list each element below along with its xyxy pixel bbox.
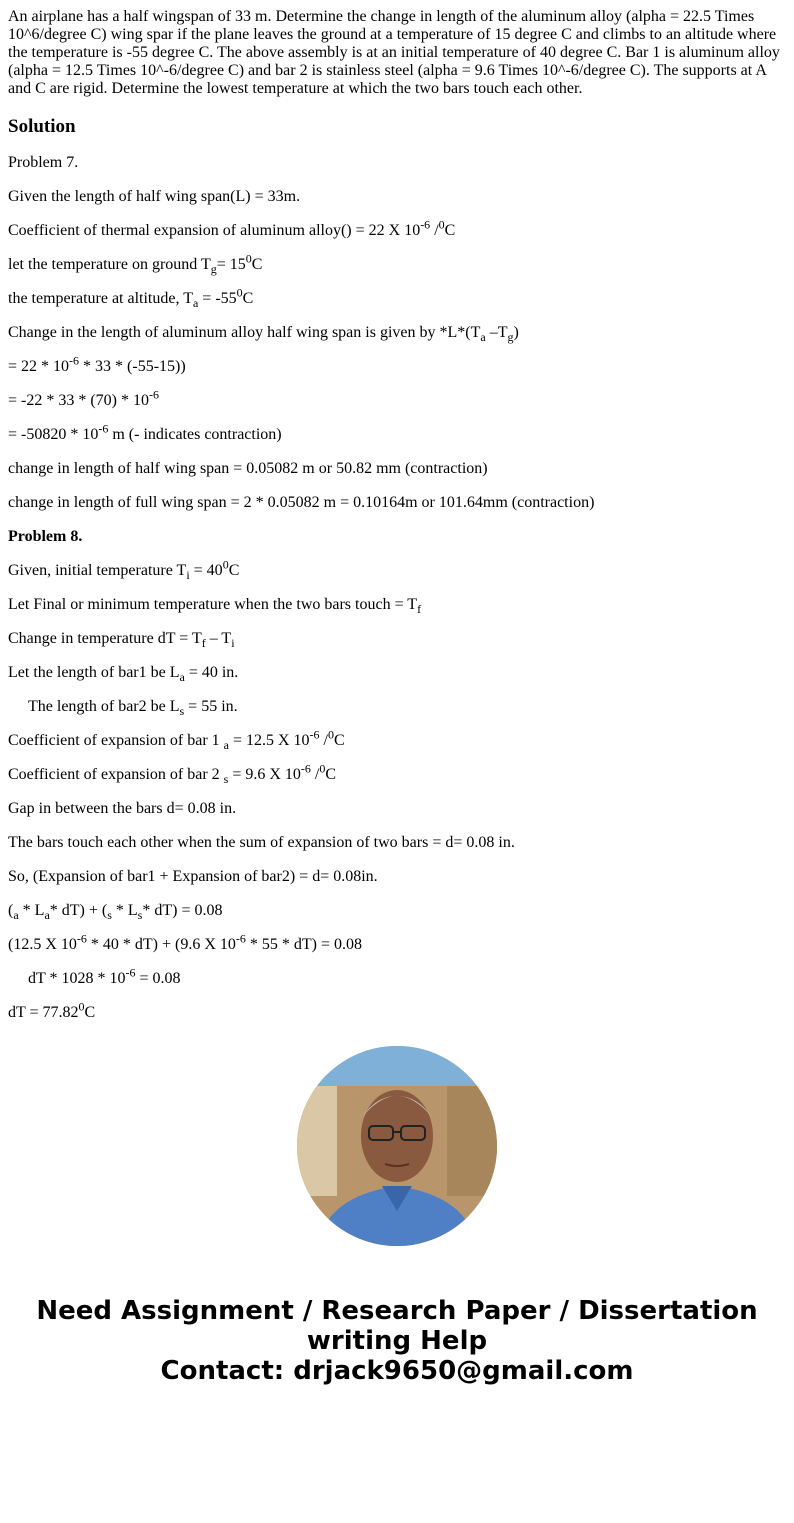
text-segment: C — [242, 290, 254, 307]
superscript: 0 — [328, 727, 334, 742]
text-segment: m (- indicates contraction) — [108, 426, 282, 443]
text-segment: ) — [513, 324, 519, 341]
subscript: g — [210, 262, 217, 277]
superscript: 0 — [236, 285, 243, 300]
solution-line — [8, 251, 786, 277]
solution-line — [8, 834, 786, 852]
superscript: -6 — [76, 931, 87, 946]
text-segment: Coefficient of expansion of bar 2 — [8, 766, 224, 783]
text-segment: = -50820 * 10 — [8, 426, 99, 443]
subscript: a — [13, 908, 19, 923]
text-segment: * L — [111, 902, 138, 919]
superscript: 0 — [78, 999, 85, 1014]
subscript: a — [192, 296, 199, 311]
solution-body — [8, 154, 786, 1022]
text-segment: = 9.6 X 10 — [228, 766, 301, 783]
text-segment: * dT) = 0.08 — [142, 902, 223, 919]
superscript: 0 — [245, 251, 252, 266]
text-segment: * 40 * dT) + (9.6 X 10 — [86, 936, 236, 953]
text-segment: = 0.08 — [135, 970, 181, 987]
text-segment: Change in temperature dT = T — [8, 630, 202, 647]
solution-line — [8, 596, 786, 617]
text-segment: * dT) + ( — [49, 902, 108, 919]
text-segment: / — [310, 766, 320, 783]
solution-line — [8, 324, 786, 345]
text-segment: = -55 — [198, 290, 237, 307]
subscript: a — [44, 908, 50, 923]
text-segment: C — [444, 222, 456, 239]
text-segment: C — [334, 732, 345, 749]
text-segment: = 55 in. — [184, 698, 238, 715]
contact-footer — [8, 1296, 786, 1386]
footer-contact-text: Contact: drjack9650@gmail.com — [160, 1356, 634, 1386]
subscript: a — [223, 738, 229, 753]
solution-line — [8, 557, 786, 583]
subscript: f — [201, 636, 206, 651]
solution-line — [8, 868, 786, 886]
superscript: 0 — [222, 557, 229, 572]
subscript: a — [179, 670, 185, 685]
text-segment: / — [319, 732, 328, 749]
solution-line — [8, 387, 786, 410]
superscript: -6 — [420, 217, 431, 232]
solution-line — [8, 494, 786, 512]
text-segment: * L — [18, 902, 45, 919]
text-segment: C — [251, 256, 263, 273]
solution-line — [8, 902, 786, 923]
text-segment: C — [84, 1004, 96, 1021]
text-segment: = 40 — [189, 562, 223, 579]
subscript: s — [107, 908, 112, 923]
text-segment: (12.5 X 10 — [8, 936, 77, 953]
text-segment: = 40 in. — [184, 664, 239, 681]
text-segment: C — [325, 766, 337, 783]
author-photo — [297, 1046, 497, 1246]
text-segment: = -22 * 33 * (70) * 10 — [8, 392, 150, 409]
subscript: g — [507, 330, 514, 345]
text-segment: Gap in between the bars d= 0.08 in. — [8, 800, 237, 817]
text-segment: change in length of full wing span = 2 * 0.05082 m = 0.10164m or 101.64mm (contraction) — [8, 494, 595, 511]
solution-line — [8, 630, 786, 651]
superscript: -6 — [98, 421, 109, 436]
text-segment: Coefficient of expansion of bar 1 — [8, 732, 224, 749]
text-segment: = 12.5 X 10 — [228, 732, 310, 749]
solution-line — [8, 664, 786, 685]
subscript: a — [480, 330, 486, 345]
solution-line — [8, 421, 786, 444]
text-segment: the temperature at altitude, T — [8, 290, 193, 307]
text-segment: change in length of half wing span = 0.05082 m or 50.82 mm (contraction) — [8, 460, 488, 477]
solution-line — [8, 188, 786, 206]
text-segment: dT * 1028 * 10 — [28, 970, 126, 987]
text-segment: ( — [8, 902, 14, 919]
subscript: f — [417, 602, 422, 617]
superscript: -6 — [125, 965, 136, 980]
solution-line — [8, 727, 786, 753]
text-segment: * 55 * dT) = 0.08 — [245, 936, 363, 953]
solution-line — [8, 460, 786, 478]
subscript: i — [231, 636, 235, 651]
solution-line — [8, 999, 786, 1022]
superscript: 0 — [319, 761, 326, 776]
text-segment: So, (Expansion of bar1 + Expansion of bar2) = d= 0.08in. — [8, 868, 378, 885]
text-segment: = 22 * 10 — [8, 358, 70, 375]
text-segment: Given the length of half wing span(L) = 33m. — [8, 188, 301, 205]
solution-line — [8, 154, 786, 172]
subscript: s — [223, 772, 229, 787]
text-segment: Let the length of bar1 be L — [8, 664, 180, 681]
solution-line — [8, 931, 786, 954]
text-segment: * 33 * (-55-15)) — [79, 358, 186, 375]
footer-help-text: Need Assignment / Research Paper / Dissertation writing Help — [36, 1296, 758, 1356]
solution-line — [8, 528, 786, 546]
text-segment: Let Final or minimum temperature when the two bars touch = T — [8, 596, 418, 613]
subscript: s — [137, 908, 143, 923]
text-segment: dT = 77.82 — [8, 1004, 79, 1021]
text-segment: / — [430, 222, 439, 239]
text-segment: Problem 8. — [8, 528, 83, 545]
solution-line — [8, 353, 786, 376]
text-segment: = 15 — [216, 256, 246, 273]
text-segment: Given, initial temperature T — [8, 562, 187, 579]
text-segment: C — [228, 562, 240, 579]
solution-line — [8, 761, 786, 787]
text-segment: –T — [485, 324, 508, 341]
superscript: -6 — [309, 727, 320, 742]
solution-line — [8, 217, 786, 240]
text-segment: Problem 7. — [8, 154, 79, 171]
superscript: -6 — [300, 761, 311, 776]
text-segment: Coefficient of thermal expansion of aluminum alloy() = 22 X 10 — [8, 222, 421, 239]
text-segment: Change in the length of aluminum alloy half wing span is given by *L*(T — [8, 324, 481, 341]
superscript: -6 — [69, 353, 80, 368]
solution-line — [8, 698, 786, 719]
text-segment: let the temperature on ground T — [8, 256, 211, 273]
subscript: s — [179, 704, 185, 719]
author-photo-wrap — [8, 1046, 786, 1246]
text-segment: The length of bar2 be L — [28, 698, 180, 715]
text-segment: The bars touch each other when the sum of expansion of two bars = d= 0.08 in. — [8, 834, 515, 851]
superscript: -6 — [235, 931, 246, 946]
superscript: -6 — [149, 387, 160, 402]
solution-heading: Solution — [8, 116, 76, 137]
solution-line — [8, 800, 786, 818]
subscript: i — [186, 568, 190, 583]
superscript: 0 — [438, 217, 445, 232]
solution-line — [8, 965, 786, 988]
text-segment: – T — [205, 630, 232, 647]
question-text: An airplane has a half wingspan of 33 m. Determine the change in length of the aluminum alloy (alpha = 22.5 Times 10^6/degree C) wing spar if the plane leaves the ground at a temperature of 15 degree C and climbs to an altitude where the temperature is -55 degree C. The above assembly is at an initial temperature of 40 degree C. Bar 1 is aluminum alloy (alpha = 12.5 Times 10^-6/degree C) and bar 2 is stainless steel (alpha = 9.6 Times 10^-6/degree C). The supports at A and C are rigid. Determine the lowest temperature at which the two bars touch each other. — [8, 8, 780, 97]
solution-line — [8, 285, 786, 311]
